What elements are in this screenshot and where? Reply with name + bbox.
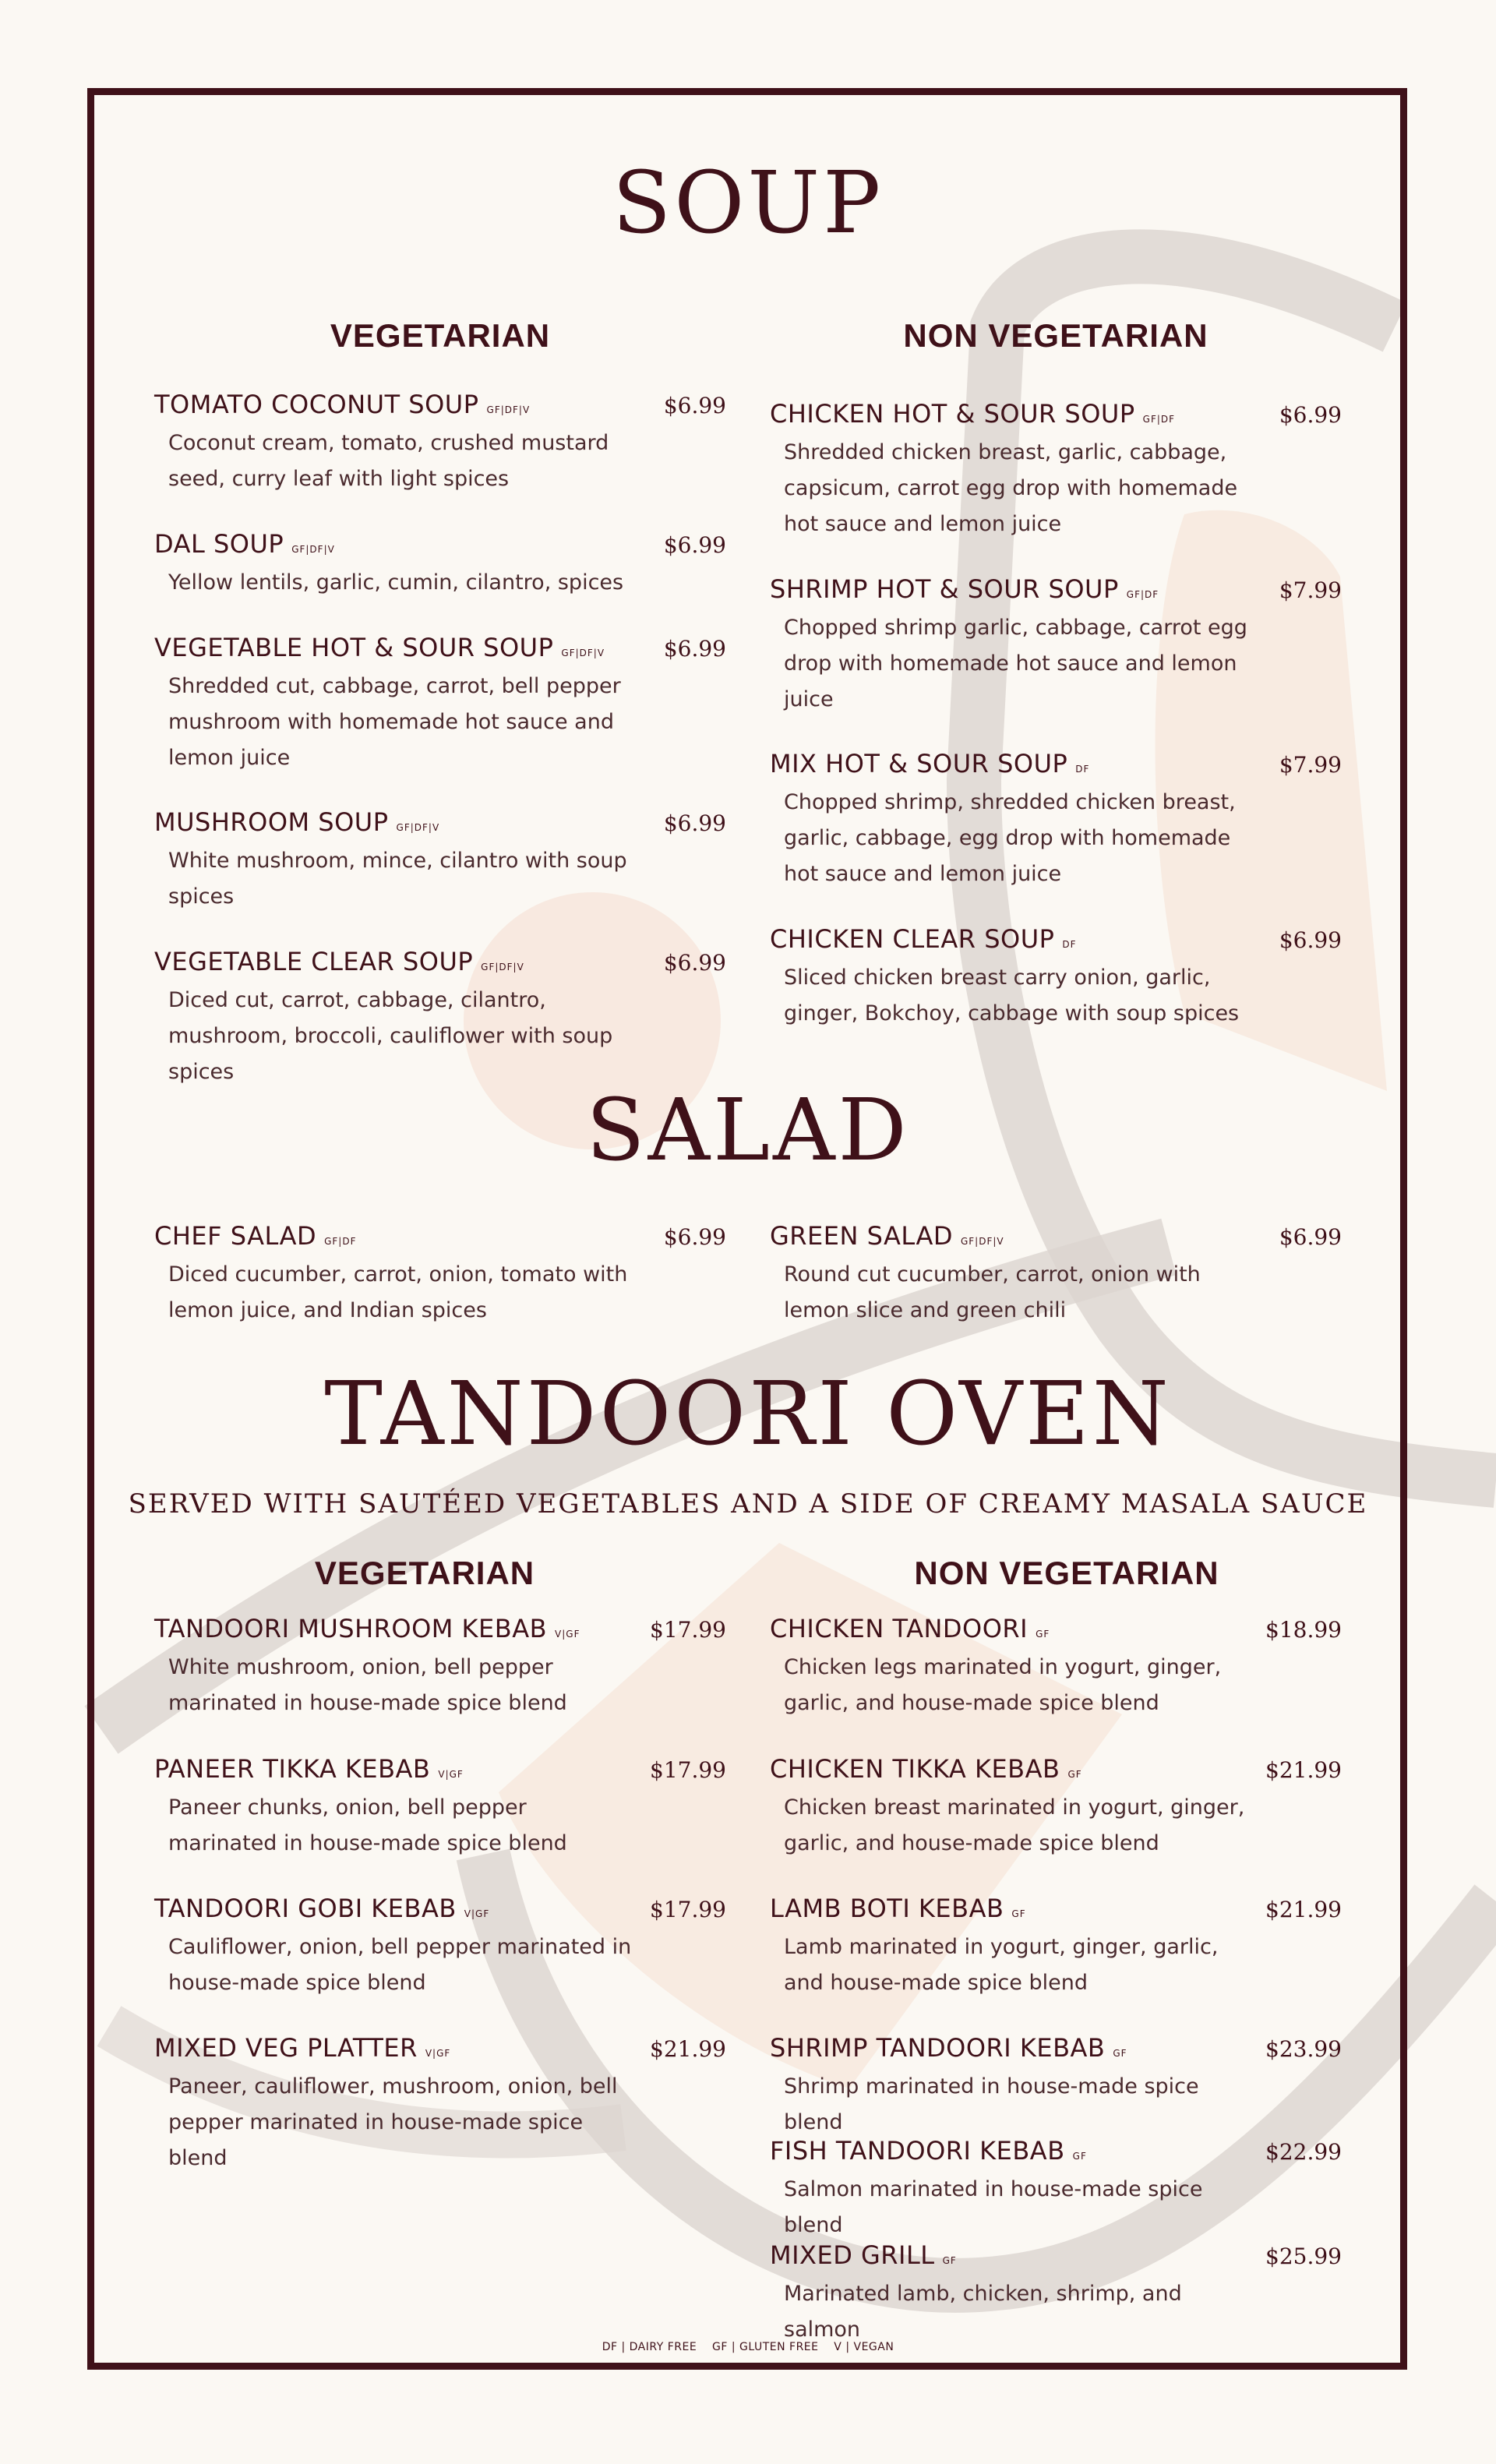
diet-tags: GF [1113,2048,1127,2059]
diet-tags: V|GF [438,1769,464,1780]
item-price: $6.99 [663,393,726,418]
item-name: CHICKEN CLEAR SOUP DF [770,924,1077,954]
menu-item [154,1614,726,1721]
item-name: TANDOORI MUSHROOM KEBAB V|GF [154,1614,580,1643]
menu-item [154,2033,726,2176]
item-description: Coconut cream, tomato, crushed mustard seed, curry leaf with light spices [168,431,609,491]
item-name: VEGETABLE CLEAR SOUP GF|DF|V [154,947,524,976]
item-description: Yellow lentils, garlic, cumin, cilantro, spices [168,570,624,595]
item-description: Shredded cut, cabbage, carrot, bell pepper mushroom with homemade hot sauce and lemon juice [168,674,621,770]
menu-item [770,1614,1342,1721]
item-description: Sliced chicken breast carry onion, garlic, ginger, Bokchoy, cabbage with soup spices [784,965,1240,1025]
item-price: $17.99 [650,1897,726,1922]
item-description: White mushroom, mince, cilantro with soup spices [168,849,627,909]
soup-nonveg-header: NON VEGETARIAN [903,317,1208,354]
item-price: $6.99 [663,810,726,836]
item-price: $6.99 [663,636,726,662]
item-description: Salmon marinated in house-made spice blend [784,2177,1203,2237]
item-price: $22.99 [1265,2139,1342,2165]
item-price: $6.99 [663,950,726,976]
diet-tags: GF|DF|V [291,544,335,555]
item-price: $17.99 [650,1757,726,1783]
item-name: CHICKEN TANDOORI GF [770,1614,1050,1643]
salad-title: SALAD [586,1080,910,1180]
item-price: $7.99 [1279,752,1342,778]
diet-tags: GF [942,2255,957,2266]
menu-item [770,749,1342,892]
item-price: $18.99 [1265,1617,1342,1643]
diet-tags: GF [1067,1769,1082,1780]
item-description: Round cut cucumber, carrot, onion with lemon slice and green chili [784,1262,1201,1322]
menu-item [154,633,726,776]
diet-tags: V|GF [425,2048,451,2059]
item-description: Chicken legs marinated in yogurt, ginger, garlic, and house-made spice blend [784,1655,1222,1715]
menu-item [154,529,726,601]
item-name: GREEN SALAD GF|DF|V [770,1221,1004,1251]
item-name: MIX HOT & SOUR SOUP DF [770,749,1090,778]
item-name: PANEER TIKKA KEBAB V|GF [154,1754,464,1784]
tandoori-veg-header: VEGETARIAN [314,1555,535,1591]
item-name: MUSHROOM SOUP GF|DF|V [154,807,440,837]
menu-item [154,1754,726,1862]
item-price: $23.99 [1265,2036,1342,2062]
diet-tags: GF [1036,1629,1050,1640]
item-description: White mushroom, onion, bell pepper marinated in house-made spice blend [168,1655,567,1715]
menu-item [770,1221,1342,1329]
tandoori-title: TANDOORI OVEN [324,1364,1172,1465]
diet-tags: GF|DF [324,1236,357,1247]
item-price: $7.99 [1279,577,1342,603]
item-name: TOMATO COCONUT SOUP GF|DF|V [154,390,531,419]
item-name: SHRIMP TANDOORI KEBAB GF [770,2033,1127,2063]
item-name: SHRIMP HOT & SOUR SOUP GF|DF [770,574,1159,604]
item-name: LAMB BOTI KEBAB GF [770,1894,1026,1923]
menu-item [154,390,726,497]
item-price: $6.99 [663,1224,726,1250]
item-name: VEGETABLE HOT & SOUR SOUP GF|DF|V [154,633,605,662]
item-price: $6.99 [663,532,726,558]
item-name: CHICKEN HOT & SOUR SOUP GF|DF [770,399,1176,429]
item-price: $17.99 [650,1617,726,1643]
menu-item [770,1754,1342,1862]
item-price: $6.99 [1279,402,1342,428]
item-description: Diced cut, carrot, cabbage, cilantro, mushroom, broccoli, cauliflower with soup spices [168,988,613,1084]
menu-item [154,1894,726,2001]
item-price: $21.99 [1265,1757,1342,1783]
menu-item [154,947,726,1090]
menu-item [154,1221,726,1329]
diet-tags: GF|DF|V [561,648,605,658]
diet-tags: V|GF [464,1908,490,1919]
menu-item [770,1894,1342,2001]
menu-item [770,2136,1342,2243]
item-description: Paneer, cauliflower, mushroom, onion, bell pepper marinated in house-made spice blend [168,2074,618,2170]
item-name: CHICKEN TIKKA KEBAB GF [770,1754,1082,1784]
item-description: Chicken breast marinated in yogurt, ginger, garlic, and house-made spice blend [784,1795,1245,1855]
item-description: Marinated lamb, chicken, shrimp, and salmon [784,2282,1182,2342]
item-price: $21.99 [1265,1897,1342,1922]
diet-tags: GF|DF|V [960,1236,1004,1247]
item-price: $6.99 [1279,1224,1342,1250]
tandoori-subtitle: SERVED WITH SAUTÉED VEGETABLES AND A SIDE OF CREAMY MASALA SAUCE [128,1488,1368,1520]
diet-legend: DF | DAIRY FREE GF | GLUTEN FREE V | VEGAN [602,2341,894,2353]
soup-title: SOUP [612,153,884,252]
menu-item [770,2033,1342,2141]
item-description: Shredded chicken breast, garlic, cabbage, capsicum, carrot egg drop with homemade hot sauce and lemon juice [784,440,1238,536]
diet-tags: DF [1075,764,1090,775]
item-description: Chopped shrimp garlic, cabbage, carrot egg drop with homemade hot sauce and lemon juice [784,616,1247,711]
diet-tags: GF|DF|V [486,404,531,415]
item-price: $21.99 [650,2036,726,2062]
menu-item [154,807,726,915]
item-price: $25.99 [1265,2243,1342,2269]
menu-item [770,2240,1342,2348]
item-description: Paneer chunks, onion, bell pepper marinated in house-made spice blend [168,1795,567,1855]
diet-tags: GF|DF|V [481,962,524,973]
item-name: MIXED GRILL GF [770,2240,957,2270]
item-name: MIXED VEG PLATTER V|GF [154,2033,451,2063]
menu-item [770,399,1342,542]
item-description: Shrimp marinated in house-made spice blend [784,2074,1199,2134]
item-description: Diced cucumber, carrot, onion, tomato with lemon juice, and Indian spices [168,1262,628,1322]
item-description: Lamb marinated in yogurt, ginger, garlic, and house-made spice blend [784,1935,1219,1995]
item-name: FISH TANDOORI KEBAB GF [770,2136,1087,2166]
menu-item [770,574,1342,718]
diet-tags: GF [1072,2151,1087,2162]
tandoori-nonveg-header: NON VEGETARIAN [914,1555,1219,1591]
diet-tags: GF [1011,1908,1026,1919]
soup-veg-header: VEGETARIAN [330,317,551,354]
item-name: TANDOORI GOBI KEBAB V|GF [154,1894,490,1923]
diet-tags: GF|DF|V [396,822,440,833]
item-description: Chopped shrimp, shredded chicken breast, garlic, cabbage, egg drop with homemade hot sauce and lemon juice [784,790,1236,886]
diet-tags: GF|DF [1142,414,1176,425]
diet-tags: GF|DF [1126,589,1159,600]
item-price: $6.99 [1279,927,1342,953]
item-description: Cauliflower, onion, bell pepper marinated in house-made spice blend [168,1935,632,1995]
diet-tags: V|GF [555,1629,580,1640]
menu-item [770,924,1342,1032]
item-name: DAL SOUP GF|DF|V [154,529,335,559]
diet-tags: DF [1062,939,1077,950]
item-name: CHEF SALAD GF|DF [154,1221,357,1251]
